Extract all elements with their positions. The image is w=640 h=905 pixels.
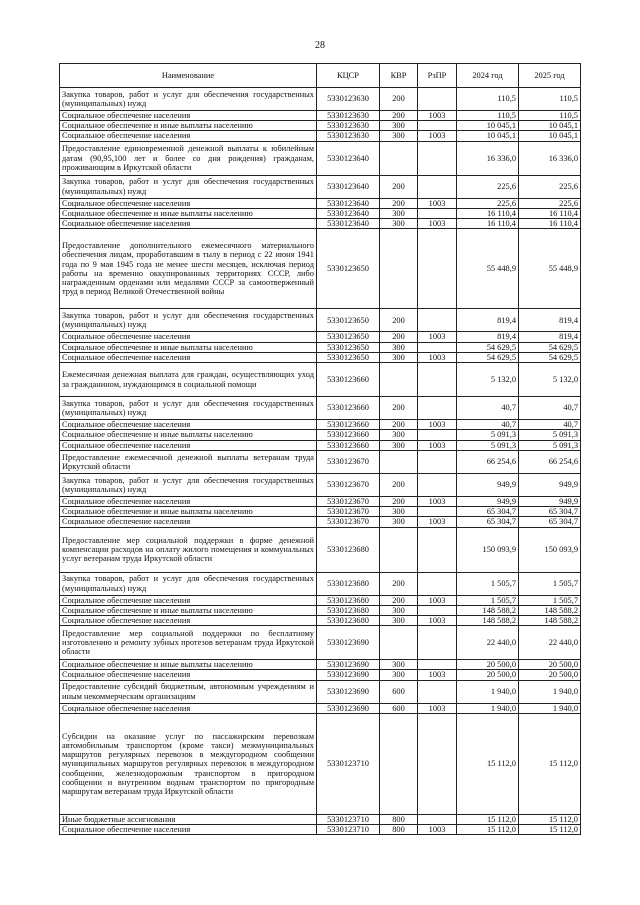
row-kcsr: 5330123640 (317, 198, 380, 208)
header-row (60, 64, 581, 88)
row-rzpr: 1003 (418, 420, 457, 430)
row-rzpr (418, 141, 457, 175)
row-2025: 16 110,4 (519, 208, 581, 218)
row-2025: 55 448,9 (519, 229, 581, 309)
table-row (60, 496, 581, 506)
row-name: Социальное обеспечение населения (60, 440, 317, 450)
row-rzpr (418, 680, 457, 703)
row-kvr: 300 (380, 208, 418, 218)
row-kcsr: 5330123690 (317, 660, 380, 670)
row-rzpr (418, 626, 457, 660)
row-kvr: 200 (380, 88, 418, 111)
table-row (60, 825, 581, 835)
table-row (60, 517, 581, 527)
row-kvr: 300 (380, 605, 418, 615)
table-row (60, 713, 581, 814)
row-kvr: 200 (380, 595, 418, 605)
row-rzpr (418, 208, 457, 218)
row-name: Социальное обеспечение населения (60, 131, 317, 141)
row-2025: 5 091,3 (519, 440, 581, 450)
row-2025: 949,9 (519, 473, 581, 496)
row-2025: 150 093,9 (519, 527, 581, 572)
table-row (60, 342, 581, 352)
row-kvr: 200 (380, 473, 418, 496)
row-2025: 5 132,0 (519, 363, 581, 397)
row-kvr: 800 (380, 825, 418, 835)
header-2024: 2024 год (457, 64, 519, 88)
row-2024: 5 091,3 (457, 430, 519, 440)
row-2025: 40,7 (519, 397, 581, 420)
row-2024: 40,7 (457, 420, 519, 430)
row-2024: 54 629,5 (457, 342, 519, 352)
row-kvr (380, 141, 418, 175)
row-kcsr: 5330123710 (317, 713, 380, 814)
row-2025: 15 112,0 (519, 825, 581, 835)
row-2024: 5 132,0 (457, 363, 519, 397)
row-kcsr: 5330123650 (317, 332, 380, 342)
page-number: 28 (315, 40, 325, 51)
row-kcsr: 5330123640 (317, 208, 380, 218)
table-row (60, 450, 581, 473)
row-kvr (380, 229, 418, 309)
table-row (60, 175, 581, 198)
row-kcsr: 5330123630 (317, 131, 380, 141)
row-kvr: 300 (380, 615, 418, 625)
row-kcsr: 5330123660 (317, 430, 380, 440)
row-2025: 20 500,0 (519, 670, 581, 680)
table-row (60, 208, 581, 218)
row-kcsr: 5330123670 (317, 507, 380, 517)
row-2024: 225,6 (457, 198, 519, 208)
row-kvr: 800 (380, 814, 418, 824)
row-2025: 110,5 (519, 111, 581, 121)
row-kvr: 300 (380, 352, 418, 362)
row-2024: 15 112,0 (457, 814, 519, 824)
row-kcsr: 5330123660 (317, 420, 380, 430)
row-name: Закупка товаров, работ и услуг для обеспечения государственных (муниципальных) нужд (60, 88, 317, 111)
row-kcsr: 5330123640 (317, 141, 380, 175)
row-2025: 5 091,3 (519, 430, 581, 440)
table-row (60, 814, 581, 824)
table-row (60, 605, 581, 615)
row-kcsr: 5330123650 (317, 309, 380, 332)
row-2024: 65 304,7 (457, 507, 519, 517)
row-2025: 1 505,7 (519, 595, 581, 605)
row-kcsr: 5330123630 (317, 111, 380, 121)
row-rzpr: 1003 (418, 496, 457, 506)
row-kvr (380, 363, 418, 397)
row-kvr: 200 (380, 175, 418, 198)
row-2024: 66 254,6 (457, 450, 519, 473)
row-rzpr: 1003 (418, 517, 457, 527)
row-name: Закупка товаров, работ и услуг для обеспечения государственных (муниципальных) нужд (60, 397, 317, 420)
row-2024: 20 500,0 (457, 670, 519, 680)
row-rzpr (418, 450, 457, 473)
row-rzpr: 1003 (418, 615, 457, 625)
row-2024: 20 500,0 (457, 660, 519, 670)
row-2024: 148 588,2 (457, 615, 519, 625)
row-rzpr (418, 814, 457, 824)
row-kcsr: 5330123680 (317, 572, 380, 595)
row-rzpr (418, 88, 457, 111)
row-2024: 15 112,0 (457, 825, 519, 835)
row-kcsr: 5330123630 (317, 121, 380, 131)
row-rzpr (418, 397, 457, 420)
row-2024: 65 304,7 (457, 517, 519, 527)
row-2024: 16 110,4 (457, 219, 519, 229)
table-row (60, 397, 581, 420)
row-rzpr (418, 527, 457, 572)
row-rzpr: 1003 (418, 595, 457, 605)
row-kvr: 200 (380, 332, 418, 342)
row-kvr (380, 626, 418, 660)
table-row (60, 527, 581, 572)
row-name: Предоставление субсидий бюджетным, автономным учреждениям и иным некоммерческим организациям (60, 680, 317, 703)
row-kcsr: 5330123680 (317, 527, 380, 572)
row-rzpr (418, 430, 457, 440)
row-kcsr: 5330123690 (317, 626, 380, 660)
row-kvr: 300 (380, 342, 418, 352)
row-kvr: 200 (380, 420, 418, 430)
row-kcsr: 5330123710 (317, 825, 380, 835)
row-kvr (380, 450, 418, 473)
table-row (60, 141, 581, 175)
row-kcsr: 5330123680 (317, 605, 380, 615)
row-2024: 10 045,1 (457, 131, 519, 141)
row-2025: 110,5 (519, 88, 581, 111)
row-2025: 225,6 (519, 198, 581, 208)
row-rzpr (418, 605, 457, 615)
budget-table (59, 63, 581, 835)
row-rzpr (418, 473, 457, 496)
row-name: Социальное обеспечение населения (60, 517, 317, 527)
row-kcsr: 5330123670 (317, 496, 380, 506)
table-row (60, 660, 581, 670)
row-name: Социальное обеспечение и иные выплаты населению (60, 208, 317, 218)
row-2024: 40,7 (457, 397, 519, 420)
row-kcsr: 5330123640 (317, 175, 380, 198)
table-body (60, 88, 581, 835)
row-kcsr: 5330123690 (317, 670, 380, 680)
row-rzpr: 1003 (418, 198, 457, 208)
row-2024: 16 110,4 (457, 208, 519, 218)
row-kvr: 200 (380, 496, 418, 506)
row-kvr: 300 (380, 430, 418, 440)
row-kcsr: 5330123630 (317, 88, 380, 111)
row-name: Социальное обеспечение населения (60, 332, 317, 342)
row-name: Социальное обеспечение населения (60, 595, 317, 605)
row-kvr: 300 (380, 121, 418, 131)
row-name: Социальное обеспечение и иные выплаты населению (60, 430, 317, 440)
row-2025: 15 112,0 (519, 713, 581, 814)
row-rzpr (418, 713, 457, 814)
row-2024: 819,4 (457, 332, 519, 342)
row-2025: 16 110,4 (519, 219, 581, 229)
row-kcsr: 5330123690 (317, 703, 380, 713)
row-name: Социальное обеспечение населения (60, 219, 317, 229)
row-2025: 15 112,0 (519, 814, 581, 824)
table-row (60, 309, 581, 332)
row-2024: 22 440,0 (457, 626, 519, 660)
row-2024: 148 588,2 (457, 605, 519, 615)
row-2024: 1 505,7 (457, 572, 519, 595)
row-2025: 22 440,0 (519, 626, 581, 660)
row-2025: 819,4 (519, 332, 581, 342)
row-rzpr (418, 121, 457, 131)
row-kvr: 600 (380, 703, 418, 713)
header-2025: 2025 год (519, 64, 581, 88)
row-2025: 20 500,0 (519, 660, 581, 670)
row-name: Социальное обеспечение населения (60, 615, 317, 625)
row-2025: 66 254,6 (519, 450, 581, 473)
row-rzpr (418, 342, 457, 352)
row-2025: 148 588,2 (519, 605, 581, 615)
header-name: Наименование (60, 64, 317, 88)
row-kcsr: 5330123680 (317, 595, 380, 605)
row-name: Предоставление мер социальной поддержки по бесплатному изготовлению и ремонту зубных протезов ветеранам труда Иркутской области (60, 626, 317, 660)
row-2025: 16 336,0 (519, 141, 581, 175)
header-kvr: КВР (380, 64, 418, 88)
table-row (60, 198, 581, 208)
row-2024: 1 940,0 (457, 680, 519, 703)
row-name: Социальное обеспечение населения (60, 670, 317, 680)
row-2024: 1 505,7 (457, 595, 519, 605)
row-rzpr (418, 572, 457, 595)
table-row (60, 229, 581, 309)
row-kcsr: 5330123670 (317, 450, 380, 473)
row-kvr: 300 (380, 660, 418, 670)
row-kcsr: 5330123670 (317, 473, 380, 496)
row-kcsr: 5330123710 (317, 814, 380, 824)
table-row (60, 703, 581, 713)
table-row (60, 626, 581, 660)
table-row (60, 473, 581, 496)
row-name: Социальное обеспечение населения (60, 703, 317, 713)
table-row (60, 572, 581, 595)
row-name: Социальное обеспечение населения (60, 111, 317, 121)
row-name: Предоставление единовременной денежной выплаты к юбилейным датам (90,95,100 лет и более со дня рождения) гражданам, проживающим в Иркутской области (60, 141, 317, 175)
row-rzpr (418, 175, 457, 198)
row-2025: 1 940,0 (519, 680, 581, 703)
row-kvr: 200 (380, 397, 418, 420)
row-2024: 16 336,0 (457, 141, 519, 175)
row-rzpr (418, 660, 457, 670)
row-2024: 949,9 (457, 473, 519, 496)
table-row (60, 670, 581, 680)
row-kcsr: 5330123650 (317, 352, 380, 362)
table-row (60, 440, 581, 450)
row-name: Предоставление дополнительного ежемесячного материального обеспечения лицам, проработавшим в тылу в период с 22 июня 1941 года по 9 мая 1945 года не менее шести месяцев, исключая период работы на временно оккупированных территориях СССР, либо награжденным орденами или медалями СССР за самоотверженный труд в период Великой Отечественной войны (60, 229, 317, 309)
row-name: Социальное обеспечение населения (60, 420, 317, 430)
row-kvr: 300 (380, 219, 418, 229)
table-row (60, 121, 581, 131)
row-kvr: 200 (380, 198, 418, 208)
row-2025: 65 304,7 (519, 517, 581, 527)
row-kvr (380, 713, 418, 814)
row-kvr: 300 (380, 507, 418, 517)
row-kvr: 200 (380, 572, 418, 595)
row-2024: 55 448,9 (457, 229, 519, 309)
row-2025: 1 505,7 (519, 572, 581, 595)
row-name: Социальное обеспечение и иные выплаты населению (60, 605, 317, 615)
row-name: Социальное обеспечение населения (60, 352, 317, 362)
table-row (60, 420, 581, 430)
row-name: Социальное обеспечение населения (60, 198, 317, 208)
row-name: Социальное обеспечение и иные выплаты населению (60, 342, 317, 352)
row-name: Социальное обеспечение и иные выплаты населению (60, 660, 317, 670)
row-2024: 15 112,0 (457, 713, 519, 814)
row-2024: 10 045,1 (457, 121, 519, 131)
row-name: Социальное обеспечение и иные выплаты населению (60, 121, 317, 131)
row-2025: 10 045,1 (519, 131, 581, 141)
table-row (60, 88, 581, 111)
row-kvr (380, 527, 418, 572)
row-rzpr: 1003 (418, 219, 457, 229)
row-2025: 54 629,5 (519, 352, 581, 362)
row-rzpr: 1003 (418, 131, 457, 141)
row-name: Закупка товаров, работ и услуг для обеспечения государственных (муниципальных) нужд (60, 175, 317, 198)
row-kcsr: 5330123660 (317, 363, 380, 397)
row-kvr: 300 (380, 517, 418, 527)
row-2024: 110,5 (457, 111, 519, 121)
table-row (60, 332, 581, 342)
row-kvr: 200 (380, 111, 418, 121)
row-name: Ежемесячная денежная выплата для граждан, осуществляющих уход за гражданином, нуждающимся в социальной помощи (60, 363, 317, 397)
row-rzpr (418, 363, 457, 397)
row-rzpr (418, 507, 457, 517)
row-name: Социальное обеспечение и иные выплаты населению (60, 507, 317, 517)
row-kvr: 600 (380, 680, 418, 703)
table-row (60, 352, 581, 362)
header-rzpr: РзПР (418, 64, 457, 88)
row-name: Закупка товаров, работ и услуг для обеспечения государственных (муниципальных) нужд (60, 473, 317, 496)
table-row (60, 363, 581, 397)
row-rzpr (418, 309, 457, 332)
table-row (60, 430, 581, 440)
row-kcsr: 5330123660 (317, 440, 380, 450)
row-kvr: 300 (380, 670, 418, 680)
row-rzpr: 1003 (418, 703, 457, 713)
table-row (60, 131, 581, 141)
row-2024: 5 091,3 (457, 440, 519, 450)
table-row (60, 219, 581, 229)
row-kcsr: 5330123650 (317, 229, 380, 309)
table-row (60, 680, 581, 703)
row-2024: 150 093,9 (457, 527, 519, 572)
row-rzpr (418, 229, 457, 309)
row-name: Закупка товаров, работ и услуг для обеспечения государственных (муниципальных) нужд (60, 309, 317, 332)
row-name: Субсидии на оказание услуг по пассажирским перевозкам автомобильным транспортом (кроме такси) межмуниципальных маршрутов регулярных перевозок в междугородном сообщении муниципальных маршрутов регулярных перевозок в междугородном сообщении, железнодорожным транспортом в пригородном сообщении и внутренним водным транспортом по пригородным маршрутам ветеранам труда Иркутской области (60, 713, 317, 814)
row-name: Социальное обеспечение населения (60, 496, 317, 506)
row-name: Предоставление ежемесячной денежной выплаты ветеранам труда Иркутской области (60, 450, 317, 473)
row-rzpr: 1003 (418, 670, 457, 680)
table-header (60, 64, 581, 88)
row-2025: 1 940,0 (519, 703, 581, 713)
row-2025: 225,6 (519, 175, 581, 198)
row-rzpr: 1003 (418, 111, 457, 121)
table-row (60, 615, 581, 625)
row-name: Предоставление мер социальной поддержки в форме денежной компенсации расходов на оплату жилого помещения и коммунальных услуг ветеранам труда Иркутской области (60, 527, 317, 572)
row-name: Иные бюджетные ассигнования (60, 814, 317, 824)
row-name: Закупка товаров, работ и услуг для обеспечения государственных (муниципальных) нужд (60, 572, 317, 595)
row-name: Социальное обеспечение населения (60, 825, 317, 835)
row-kvr: 300 (380, 440, 418, 450)
row-2025: 148 588,2 (519, 615, 581, 625)
row-kvr: 200 (380, 309, 418, 332)
row-kcsr: 5330123690 (317, 680, 380, 703)
row-rzpr: 1003 (418, 352, 457, 362)
row-kcsr: 5330123680 (317, 615, 380, 625)
row-2025: 40,7 (519, 420, 581, 430)
row-2024: 110,5 (457, 88, 519, 111)
row-rzpr: 1003 (418, 825, 457, 835)
row-2024: 949,9 (457, 496, 519, 506)
row-2024: 819,4 (457, 309, 519, 332)
table-row (60, 507, 581, 517)
row-2024: 54 629,5 (457, 352, 519, 362)
row-2025: 65 304,7 (519, 507, 581, 517)
row-kvr: 300 (380, 131, 418, 141)
row-kcsr: 5330123640 (317, 219, 380, 229)
row-2024: 1 940,0 (457, 703, 519, 713)
table-row (60, 111, 581, 121)
table-row (60, 595, 581, 605)
row-2025: 10 045,1 (519, 121, 581, 131)
header-kcsr: КЦСР (317, 64, 380, 88)
row-2025: 819,4 (519, 309, 581, 332)
row-2025: 949,9 (519, 496, 581, 506)
row-kcsr: 5330123670 (317, 517, 380, 527)
row-rzpr: 1003 (418, 440, 457, 450)
row-kcsr: 5330123650 (317, 342, 380, 352)
row-2024: 225,6 (457, 175, 519, 198)
row-rzpr: 1003 (418, 332, 457, 342)
row-2025: 54 629,5 (519, 342, 581, 352)
row-kcsr: 5330123660 (317, 397, 380, 420)
